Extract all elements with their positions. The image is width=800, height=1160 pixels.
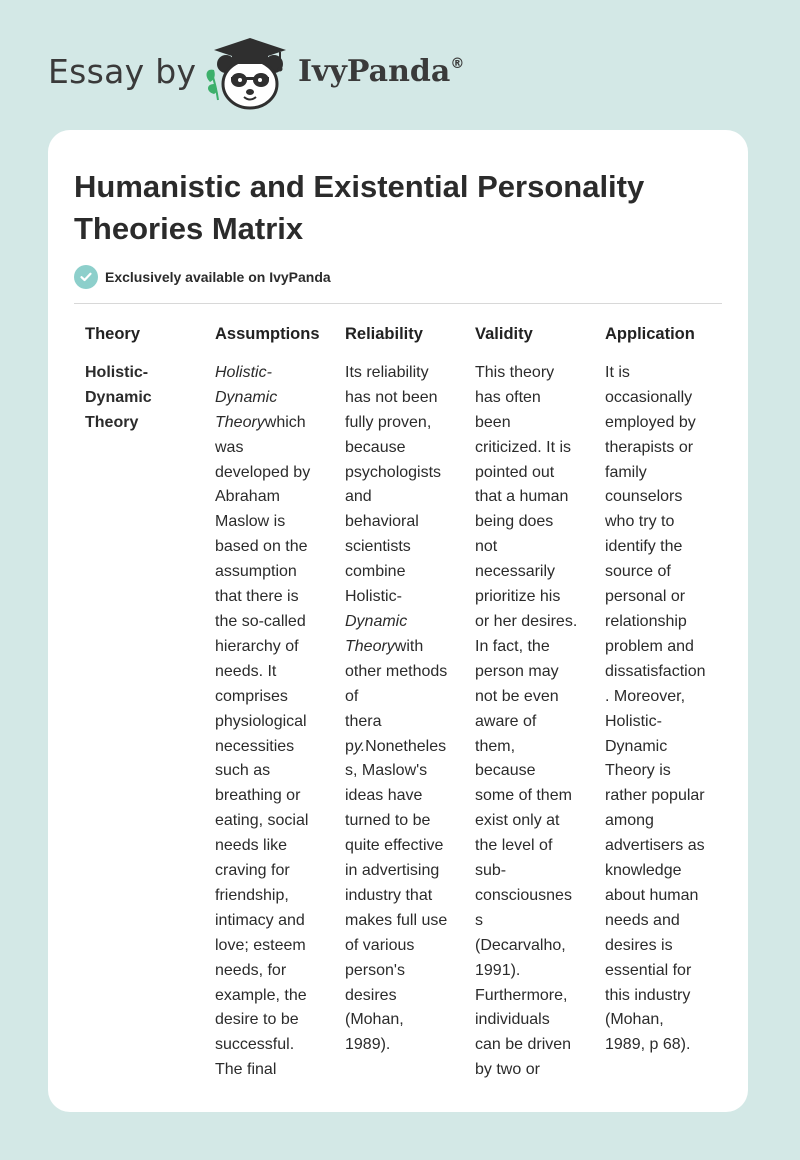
cell-reliability-after: Nonetheles s, Maslow's ideas have turned to be quite effective in advertising industry that makes full use of various person's desires (Mohan, 1989). [345,737,448,1054]
cell-reliability-italic-2: y. [353,737,366,755]
column-header-theory: Theory [85,325,141,343]
theory-matrix-table [74,312,724,1083]
cell-validity: This theory has often been criticized. It is pointed out that a human being does not necessarily prioritize his or her desires. In fact, the person may not be even aware of them, because some of them exist only at the level of sub- consciousnes s (Decarvalho, 1991). Furthermore, individuals can be driven by two or [475,363,578,1079]
exclusive-badge [74,264,331,290]
panda-graduate-logo-icon[interactable] [200,34,296,110]
cell-application: It is occasionally employed by therapists or family counselors who try to identify the source of personal or relationship problem and dissatisfaction . Moreover, Holistic- Dynamic Theory is rather popular among advertisers as knowledge about human needs and desires is essential for this industry (Mohan, 1989, p 68). [605,363,706,1054]
column-header-validity: Validity [475,325,533,343]
cell-reliability-middle: with other methods of thera p [345,637,448,755]
table-row [74,361,724,1083]
cell-reliability-before: Its reliability has not been fully proven, because psychologists and behavioral scientists combine Holistic- [345,363,442,606]
cell-reliability-italic-1: Dynamic Theory [345,612,408,655]
site-header [48,34,748,114]
column-header-assumptions: Assumptions [215,325,320,343]
divider [74,303,722,304]
exclusive-badge-label: Exclusively available on IvyPanda [105,269,331,285]
table-header-row [74,312,724,361]
column-header-application: Application [605,325,695,343]
cell-theory: Holistic- Dynamic Theory [85,363,152,431]
essay-title: Humanistic and Existential Personality Theories Matrix [74,169,645,246]
cell-assumptions-italic: Holistic- Dynamic Theory [215,363,278,431]
check-circle-icon [74,265,98,289]
cell-assumptions-text: which was developed by Abraham Maslow is based on the assumption that there is the so-called hierarchy of needs. It comprises physiological necessities such as breathing or eating, social needs like craving for friendship, intimacy and love; esteem needs, for example, the desire to be successful. The final [215,413,311,1079]
column-header-reliability: Reliability [345,325,423,343]
brand-name[interactable]: IvyPanda® [298,54,465,89]
cell-assumptions [204,361,334,1083]
essay-card [48,130,748,1112]
cell-reliability [334,361,464,1083]
essay-by-label: Essay by [48,52,197,91]
